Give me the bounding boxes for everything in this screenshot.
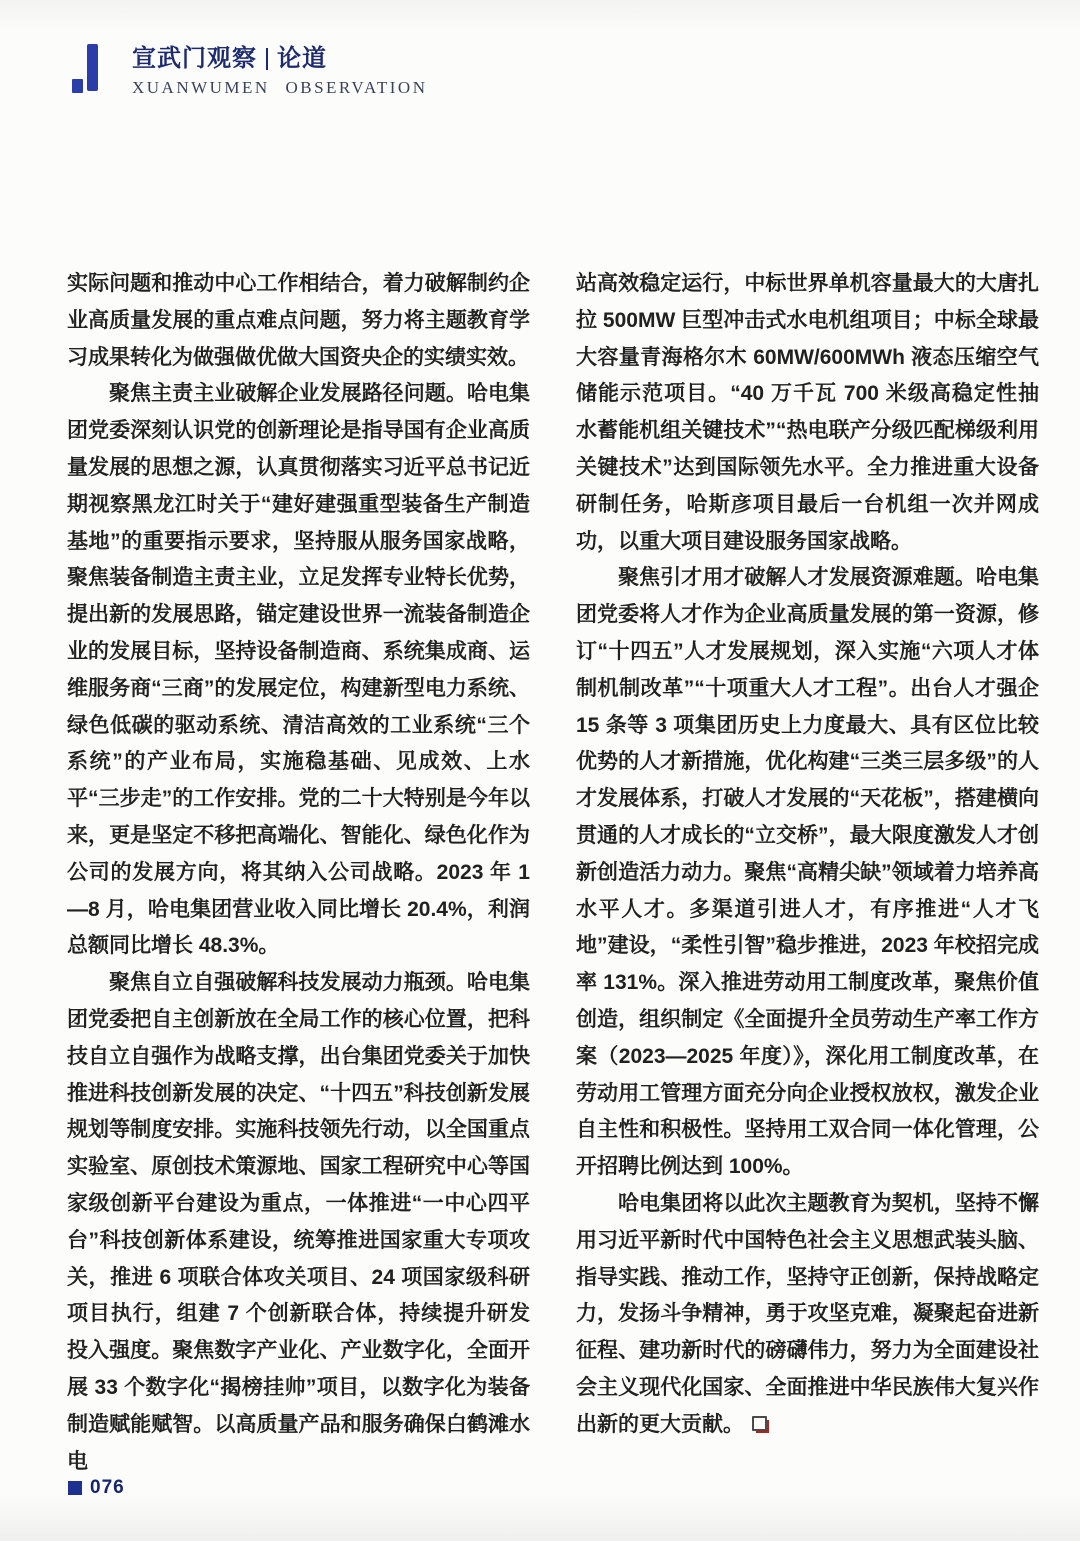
page-number-marker-icon [68, 1481, 82, 1495]
paragraph: 聚焦主责主业破解企业发展路径问题。哈电集团党委深刻认识党的创新理论是指导国有企业高质量发展的思想之源，认真贯彻落实习近平总书记近期视察黑龙江时关于“建好建强重型装备生产制造基地”的重要指示要求，坚持服从服务国家战略，聚焦装备制造主责主业，立足发挥专业特长优势，提出新的发展思路，锚定建设世界一流装备制造企业的发展目标，坚持设备制造商、系统集成商、运维服务商“三商”的发展定位，构建新型电力系统、绿色低碳的驱动系统、清洁高效的工业系统“三个系统”的产业布局，实施稳基础、见成效、上水平“三步走”的工作安排。党的二十大特别是今年以来，更是坚定不移把高端化、智能化、绿色化作为公司的发展方向，将其纳入公司战略。2023 年 1—8 月，哈电集团营业收入同比增长 20.4%，利润总额同比增长 48.3%。 [67, 382, 530, 958]
logo-bar-shape [87, 44, 98, 91]
paragraph [576, 1186, 1039, 1444]
section-title: 宣武门观察 [132, 45, 257, 72]
masthead-text [132, 44, 427, 98]
title-divider [266, 48, 268, 70]
paragraph: 聚焦引才用才破解人才发展资源难题。哈电集团党委将人才作为企业高质量发展的第一资源，修订“十四五”人才发展规划，深入实施“六项人才体制机制改革”“十项重大人才工程”。出台人才强企 15 条等 3 项集团历史上力度最大、具有区位比较优势的人才新措施，优化构建“三类三层多级”的人才发展体系，打破人才发展的“天花板”，搭建横向贯通的人才成长的“立交桥”，最大限度激发人才创新创造活力动力。聚焦“高精尖缺”领域着力培养高水平人才。多渠道引进人才，有序推进“人才飞地”建设，“柔性引智”稳步推进，2023 年校招完成率 131%。深入推进劳动用工制度改革，聚焦价值创造，组织制定《全面提升全员劳动生产率工作方案（2023—2025 年度）》，深化用工制度改革，在劳动用工管理方面充分向企业授权放权，激发企业自主性和积极性。坚持用工双合同一体化管理，公开招聘比例达到 100%。 [576, 566, 1039, 1179]
paragraph: 站高效稳定运行，中标世界单机容量最大的大唐扎拉 500MW 巨型冲击式水电机组项目；中标全球最大容量青海格尔木 60MW/600MWh 液态压缩空气储能示范项目。“40 万千瓦 700 米级高稳定性抽水蓄能机组关键技术”“热电联产分级匹配梯级利用关键技术”达到国际领先水平。全力推进重大设备研制任务，哈斯彦项目最后一台机组一次并网成功，以重大项目建设服务国家战略。 [576, 272, 1039, 553]
right-column [576, 266, 1039, 1480]
article-body [67, 266, 1039, 1480]
page-number: 076 [90, 1477, 125, 1498]
page-footer [68, 1477, 125, 1499]
paragraph: 实际问题和推动中心工作相结合，着力破解制约企业高质量发展的重点难点问题，努力将主题教育学习成果转化为做强做优做大国资央企的实绩实效。 [67, 272, 530, 369]
logo-square-shape [72, 79, 83, 93]
masthead [70, 44, 427, 98]
masthead-subtitle: XUANWUMEN OBSERVATION [132, 78, 428, 97]
end-of-article-icon [752, 1416, 769, 1433]
logo-icon [70, 44, 114, 94]
masthead-title [132, 45, 427, 73]
left-column [67, 266, 530, 1480]
paragraph-text: 哈电集团将以此次主题教育为契机，坚持不懈用习近平新时代中国特色社会主义思想武装头脑、指导实践、推动工作，坚持守正创新，保持战略定力，发扬斗争精神，勇于攻坚克难，凝聚起奋进新征程、建功新时代的磅礴伟力，努力为全面建设社会主义现代化国家、全面推进中华民族伟大复兴作出新的更大贡献。 [576, 1191, 1039, 1436]
paragraph: 聚焦自立自强破解科技发展动力瓶颈。哈电集团党委把自主创新放在全局工作的核心位置，把科技自立自强作为战略支撑，出台集团党委关于加快推进科技创新发展的决定、“十四五”科技创新发展规划等制度安排。实施科技领先行动，以全国重点实验室、原创技术策源地、国家工程研究中心等国家级创新平台建设为重点，一体推进“一中心四平台”科技创新体系建设，统筹推进国家重大专项攻关，推进 6 项联合体攻关项目、24 项国家级科研项目执行，组建 7 个创新联合体，持续提升研发投入强度。聚焦数字产业化、产业数字化，全面开展 33 个数字化“揭榜挂帅”项目，以数字化为装备制造赋能赋智。以高质量产品和服务确保白鹤滩水电 [67, 971, 530, 1473]
column-title: 论道 [277, 45, 327, 72]
